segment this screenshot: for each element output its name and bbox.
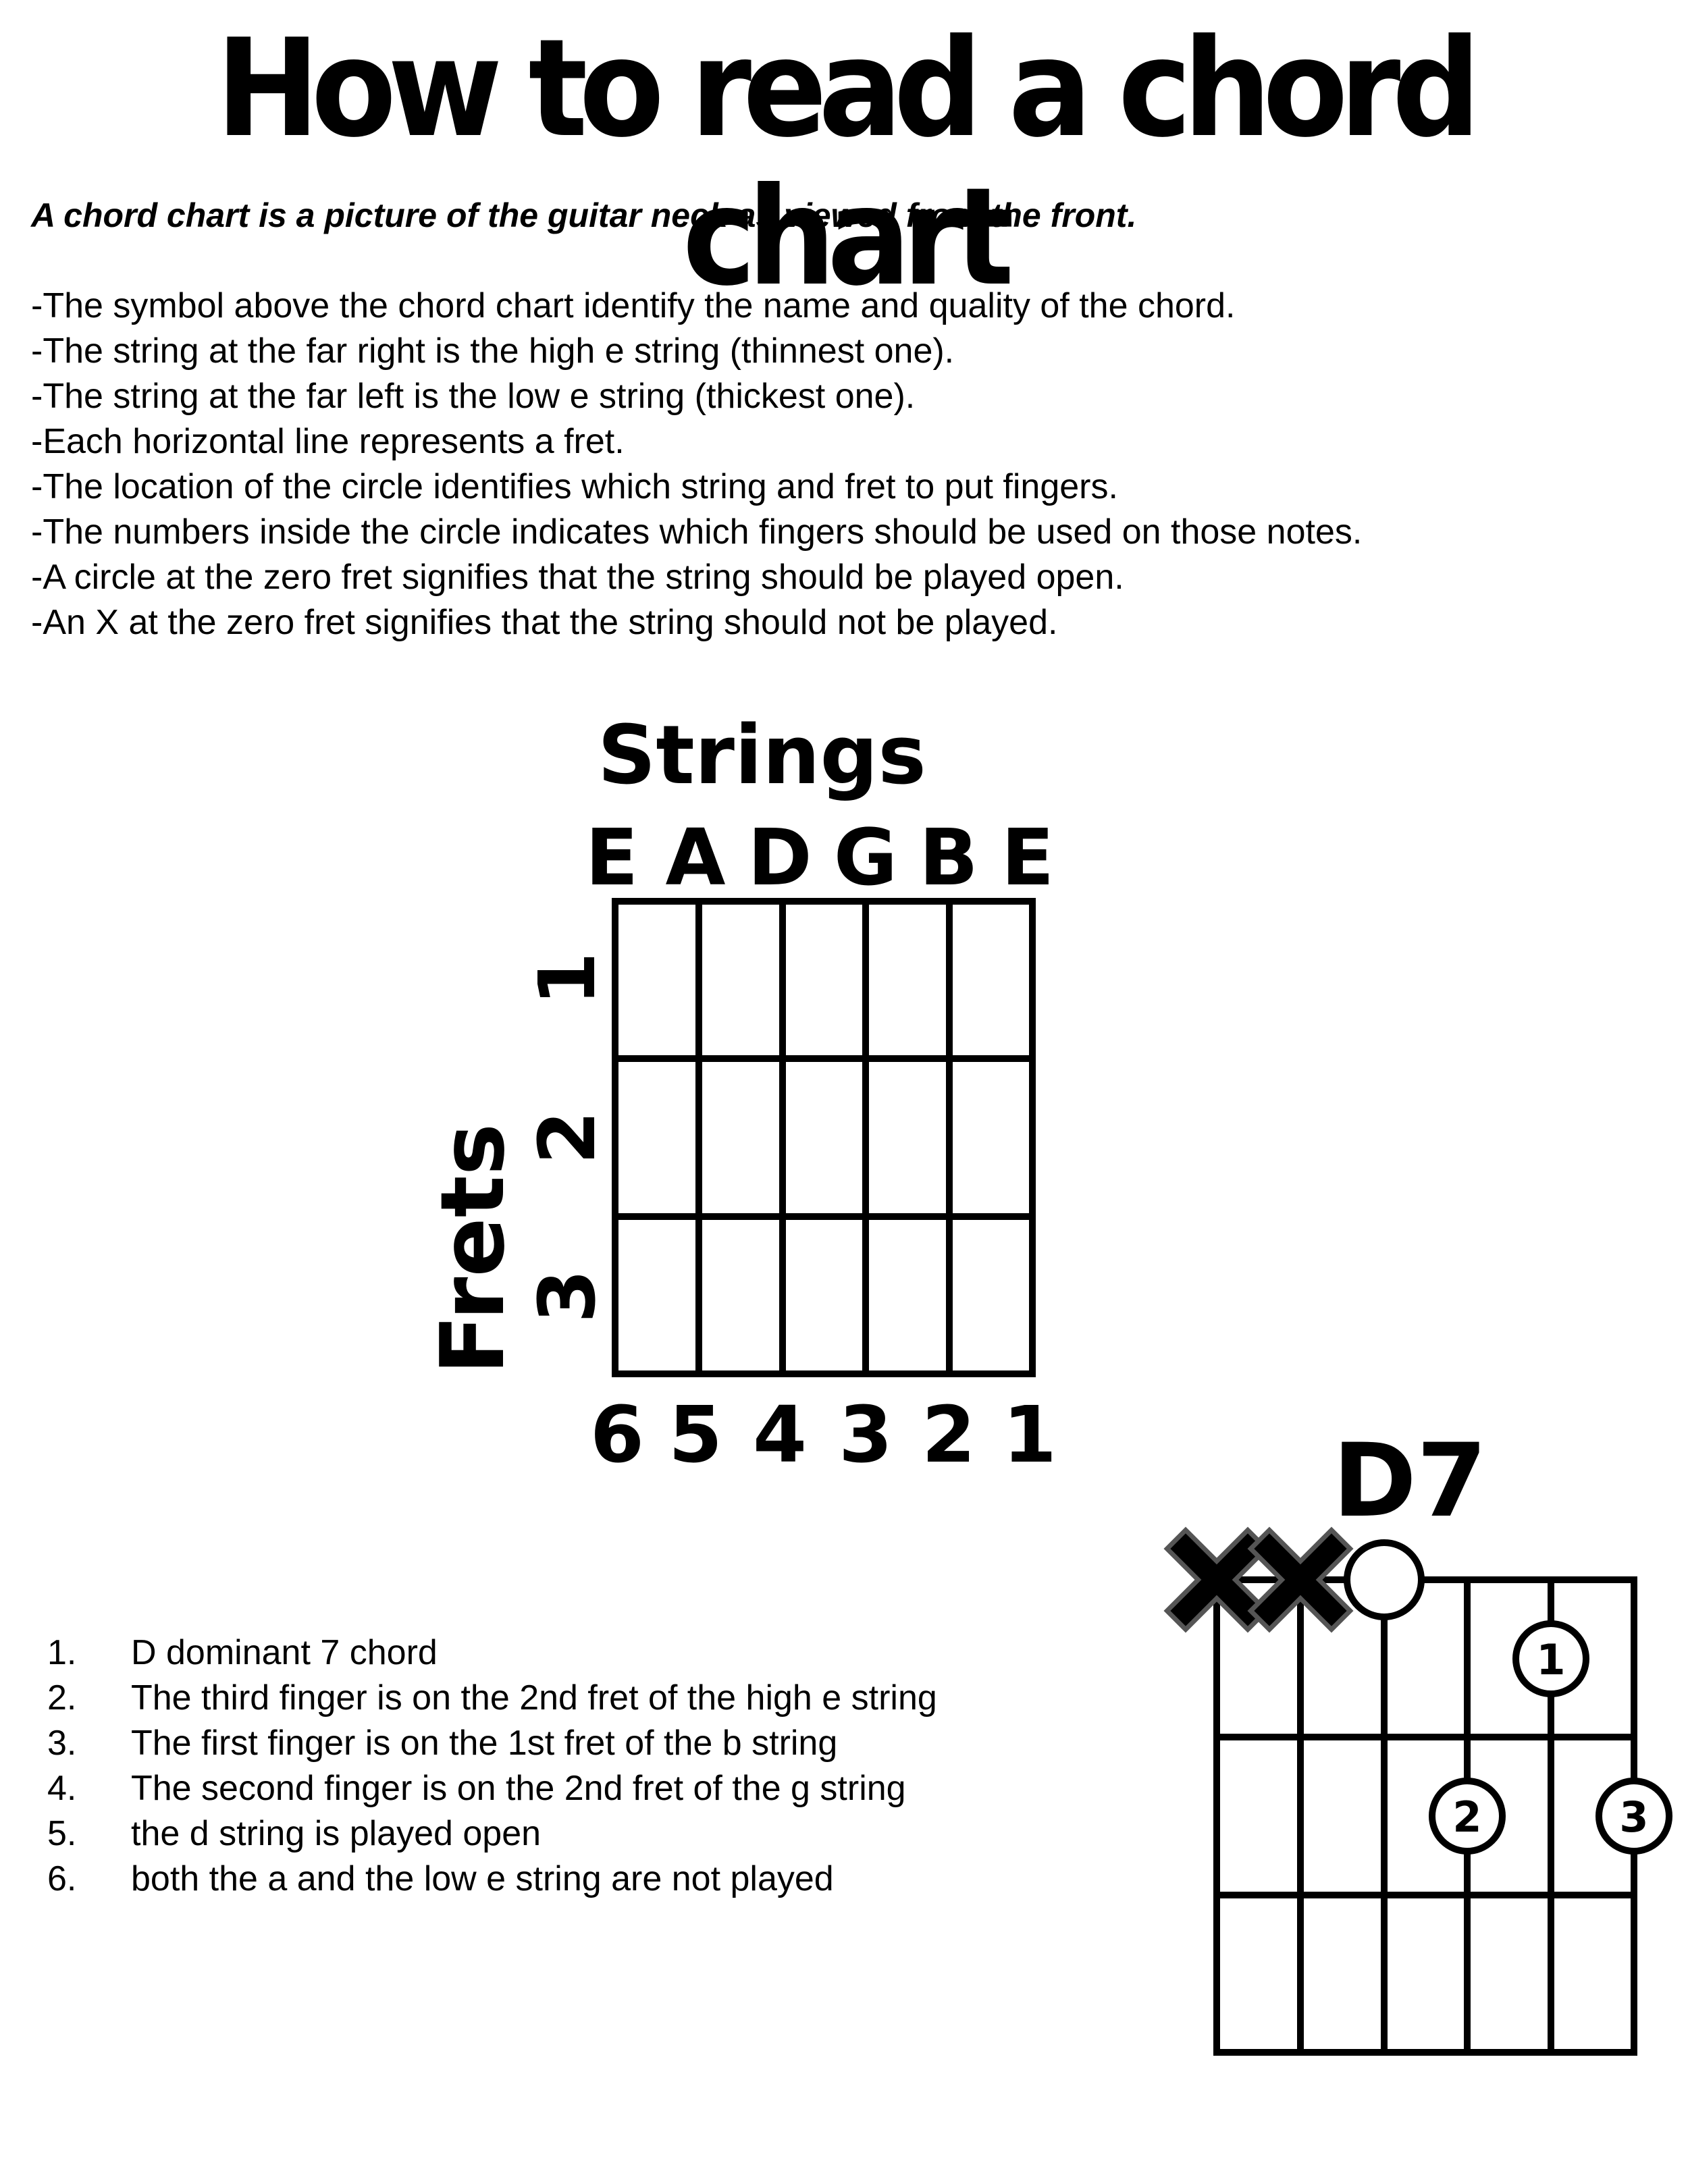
finger-marker bbox=[1432, 1781, 1502, 1851]
fretboard-outline bbox=[615, 901, 1032, 1374]
finger-marker bbox=[1599, 1781, 1669, 1851]
string-number: 6 bbox=[589, 1390, 645, 1481]
rule-item: -A circle at the zero fret signifies that the string should be played open. bbox=[31, 558, 1124, 597]
list-item bbox=[47, 1721, 937, 1766]
list-text: The second finger is on the 2nd fret of the g string bbox=[131, 1769, 906, 1808]
rule-item: -The location of the circle identifies which string and fret to put fingers. bbox=[31, 467, 1118, 506]
list-text: D dominant 7 chord bbox=[131, 1633, 438, 1672]
list-item bbox=[47, 1630, 937, 1676]
strings-label: Strings bbox=[598, 709, 926, 803]
explanation-list bbox=[47, 1630, 937, 1902]
fret-numbers bbox=[523, 952, 613, 1323]
finger-number: 1 bbox=[1536, 1635, 1566, 1684]
string-name: E bbox=[585, 813, 639, 903]
open-string-marker bbox=[1347, 1543, 1421, 1617]
list-number: 5. bbox=[47, 1814, 77, 1853]
string-names bbox=[585, 813, 1055, 903]
string-name: A bbox=[665, 813, 726, 903]
string-number: 3 bbox=[838, 1390, 893, 1481]
chord-name: D7 bbox=[1332, 1422, 1487, 1540]
string-number: 2 bbox=[921, 1390, 976, 1481]
page-title: How to read a chord chart bbox=[215, 10, 1473, 316]
list-number: 2. bbox=[47, 1678, 77, 1717]
string-name: B bbox=[919, 813, 978, 903]
rule-item: -The numbers inside the circle indicates which fingers should be used on those notes. bbox=[31, 512, 1363, 552]
list-number: 4. bbox=[47, 1769, 77, 1808]
frets-label: Frets bbox=[421, 1123, 524, 1375]
rule-item: -An X at the zero fret signifies that the string should not be played. bbox=[31, 603, 1058, 642]
string-name: G bbox=[833, 813, 898, 903]
list-text: both the a and the low e string are not played bbox=[131, 1859, 834, 1898]
rule-item: -The symbol above the chord chart identify the name and quality of the chord. bbox=[31, 286, 1236, 325]
list-item bbox=[47, 1811, 937, 1857]
list-number: 3. bbox=[47, 1724, 77, 1763]
intro-text: A chord chart is a picture of the guitar neck as viewed from the front. bbox=[31, 196, 1137, 234]
list-number: 6. bbox=[47, 1859, 77, 1898]
list-item bbox=[47, 1676, 937, 1721]
string-name: E bbox=[1001, 813, 1055, 903]
rule-item: -The string at the far left is the low e string (thickest one). bbox=[31, 377, 916, 416]
string-name: D bbox=[747, 813, 812, 903]
fret-number: 3 bbox=[523, 1269, 613, 1324]
string-number: 1 bbox=[1002, 1390, 1057, 1481]
rule-item: -The string at the far right is the high e string (thinnest one). bbox=[31, 331, 955, 371]
rule-item: -Each horizontal line represents a fret. bbox=[31, 422, 625, 461]
string-number: 5 bbox=[668, 1390, 723, 1481]
finger-number: 3 bbox=[1619, 1792, 1649, 1842]
muted-string-marker bbox=[1186, 1549, 1248, 1611]
list-text: The first finger is on the 1st fret of the b string bbox=[131, 1724, 838, 1763]
string-numbers bbox=[590, 1390, 1057, 1481]
list-number: 1. bbox=[47, 1633, 77, 1672]
fret-number: 2 bbox=[523, 1110, 613, 1165]
finger-number: 2 bbox=[1452, 1792, 1482, 1842]
list-text: the d string is played open bbox=[131, 1814, 542, 1853]
fret-number: 1 bbox=[523, 951, 613, 1007]
finger-marker bbox=[1516, 1624, 1586, 1694]
list-item bbox=[47, 1857, 937, 1902]
list-item bbox=[47, 1766, 937, 1811]
list-text: The third finger is on the 2nd fret of the high e string bbox=[131, 1678, 937, 1717]
muted-string-marker bbox=[1269, 1549, 1331, 1611]
reference-fretboard bbox=[615, 901, 1032, 1374]
string-number: 4 bbox=[752, 1390, 808, 1481]
